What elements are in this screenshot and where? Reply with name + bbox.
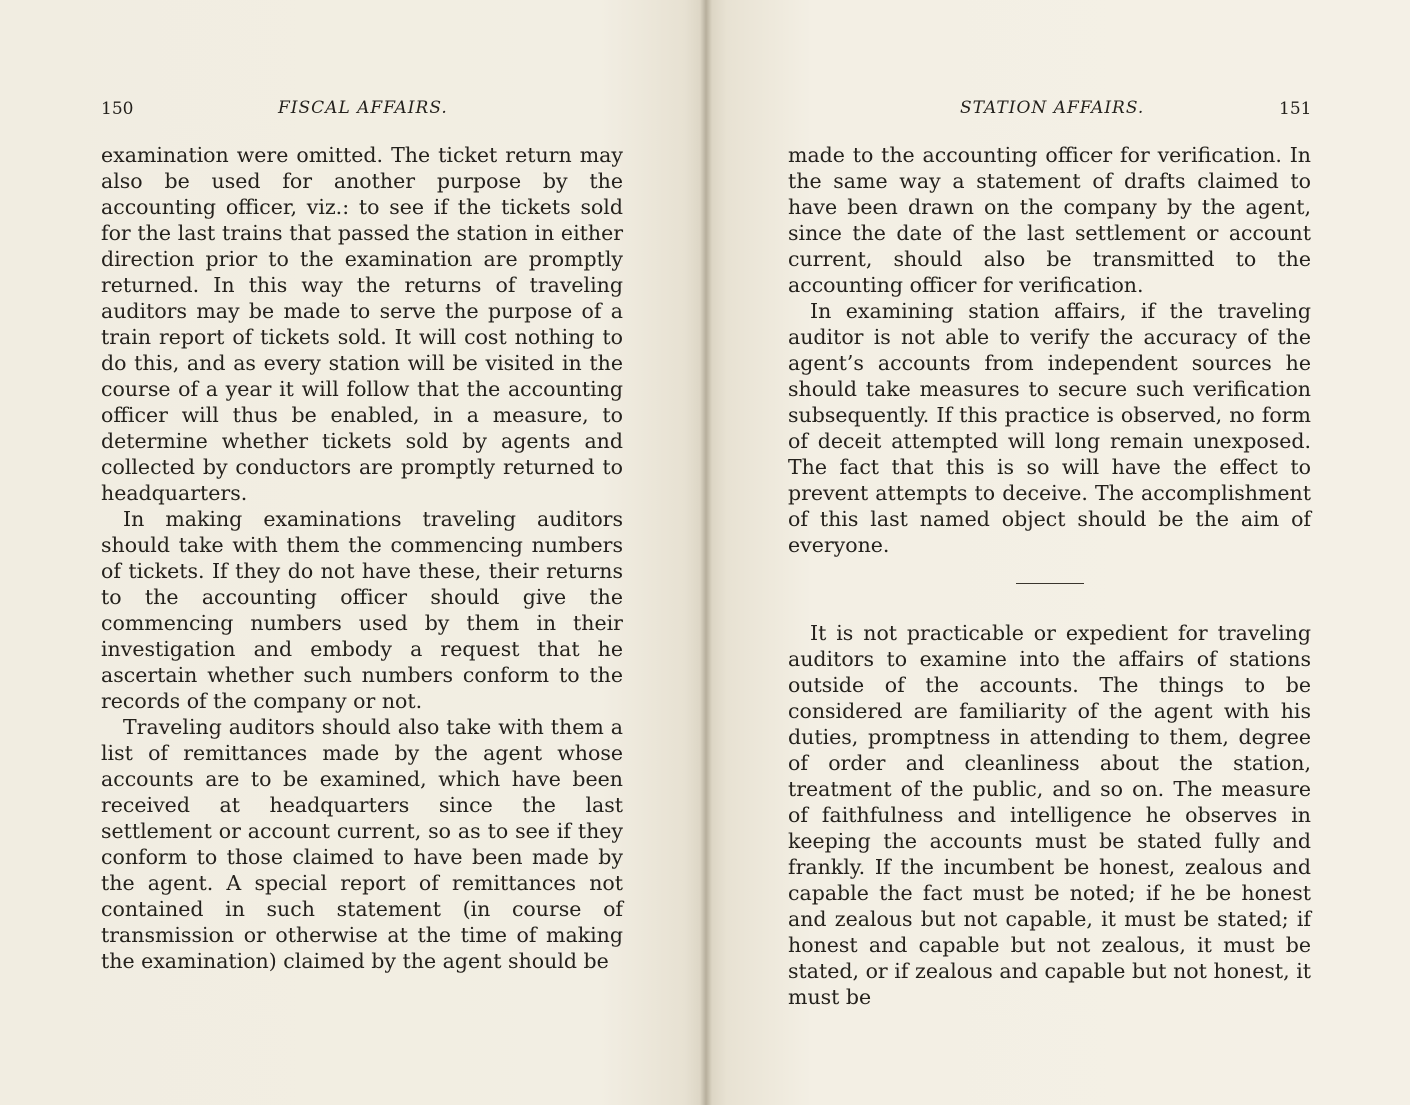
paragraph: Traveling auditors should also take with them a list of remittances made by the agent whose accounts are to be examined, which have been received at headquarters since the last settlement or account current, so as to see if they conform to those claimed to have been made by the agent. A special report of remittances not contained in such statement (in course of transmission or otherwise at the time of making the examination) claimed by the agent should be — [101, 715, 623, 973]
page-number-right: 151 — [1279, 99, 1312, 119]
paragraph: It is not practicable or expedient for traveling auditors to examine into the affairs of stations outside of the accounts. The things to be considered are familiarity of the agent with his duties, promptness in attending to them, degree of order and cleanliness about the station, treatment of the public, and so on. The measure of faithfulness and intelligence he observes in keeping the accounts must be stated fully and frankly. If the incumbent be honest, zealous and capable the fact must be noted; if he be honest and zealous but not capable, it must be stated; if honest and capable but not zealous, it must be stated, or if zealous and capable but not honest, it must be — [788, 621, 1311, 1009]
running-head-left: FISCAL AFFAIRS. — [278, 98, 448, 118]
paragraph: examination were omitted. The ticket return may also be used for another purpose by the accounting officer, viz.: to see if the tickets sold for the last trains that passed the station in either direction prior to the examination are promptly returned. In this way the returns of traveling auditors may be made to serve the purpose of a train report of tickets sold. It will cost nothing to do this, and as every station will be visited in the course of a year it will follow that the accounting officer will thus be enabled, in a measure, to determine whether tickets sold by agents and collected by conductors are promptly returned to headquarters. — [101, 143, 623, 505]
paragraph: In examining station affairs, if the traveling auditor is not able to verify the accuracy of the agent’s accounts from independent sources he should take measures to secure such verification subsequently. If this practice is observed, no form of deceit attempted will long remain unexposed. The fact that this is so will have the effect to prevent attempts to deceive. The accomplishment of this last named object should be the aim of everyone. — [788, 299, 1311, 557]
paragraph: In making examinations traveling auditors should take with them the commencing numbers of tickets. If they do not have these, their returns to the accounting officer should give the commencing numbers used by them in their investigation and embody a request that he ascertain whether such numbers conform to the records of the company or not. — [101, 507, 623, 713]
paragraph: made to the accounting officer for verification. In the same way a statement of drafts claimed to have been drawn on the company by the agent, since the date of the last settlement or account current, should also be transmitted to the accounting officer for verification. — [788, 143, 1311, 297]
section-divider — [1016, 583, 1084, 584]
running-head-right: STATION AFFAIRS. — [960, 98, 1145, 118]
left-text-block — [101, 142, 623, 974]
page-number-left: 150 — [101, 99, 134, 119]
right-page — [706, 0, 1410, 1105]
right-text-block — [788, 142, 1311, 1010]
